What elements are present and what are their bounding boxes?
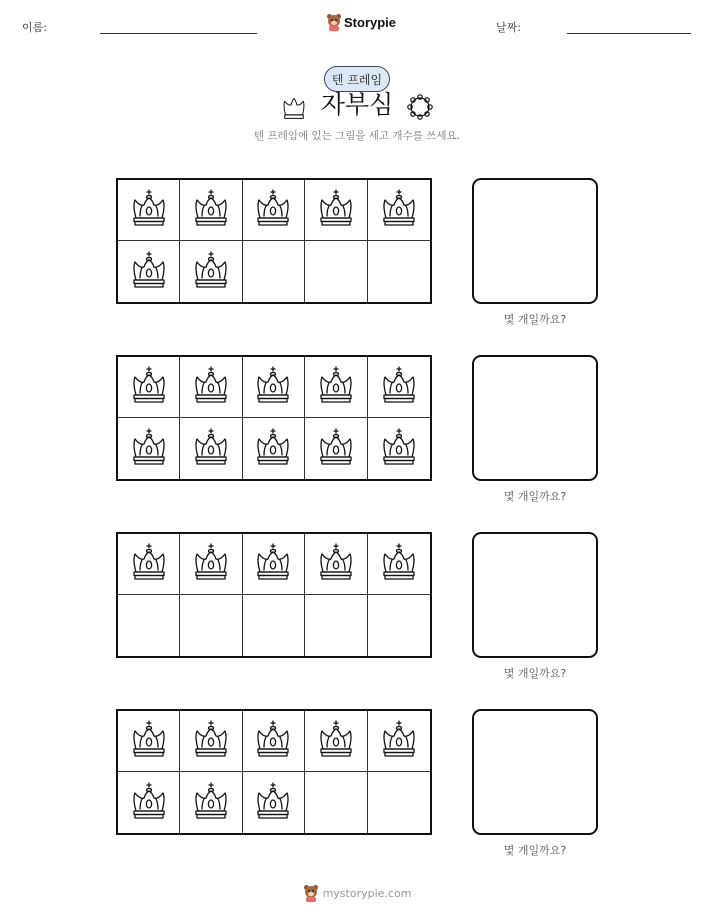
ten-frame-cell [180, 418, 242, 479]
page-title: 자부심 [320, 90, 394, 119]
ten-frame-cell [305, 357, 367, 418]
crown-icon [379, 541, 419, 587]
ten-frame-cell [243, 241, 305, 302]
crown-icon [129, 187, 169, 233]
ten-frame-cell [243, 772, 305, 833]
question-label: 몇 개일까요? [503, 844, 567, 857]
crown-icon [191, 249, 231, 295]
crown-icon [129, 364, 169, 410]
crown-icon [191, 426, 231, 472]
instruction-text: 텐 프레임에 있는 그림을 세고 개수를 쓰세요. [254, 130, 460, 142]
name-line [100, 33, 257, 34]
ten-frame-cell [118, 357, 180, 418]
question-label: 몇 개일까요? [503, 490, 567, 503]
logo-text: Storypie [344, 14, 397, 30]
ten-frame-cell [243, 180, 305, 241]
crown-icon [379, 187, 419, 233]
answer-box[interactable] [472, 355, 598, 481]
crown-icon [191, 541, 231, 587]
ten-frame-cell [368, 357, 430, 418]
ten-frame-cell [368, 772, 430, 833]
crown-icon [191, 187, 231, 233]
crown-icon [129, 541, 169, 587]
crown-icon [129, 780, 169, 826]
ten-frame-cell [305, 772, 367, 833]
footer [0, 884, 714, 902]
crown-icon [379, 718, 419, 764]
ten-frame-cell [118, 418, 180, 479]
crown-icon [191, 718, 231, 764]
crown-icon [316, 426, 356, 472]
ten-frame-cell [305, 418, 367, 479]
ten-frame-cell [368, 241, 430, 302]
ten-frame-cell [180, 241, 242, 302]
ten-frame-cell [118, 180, 180, 241]
question-label: 몇 개일까요? [503, 313, 567, 326]
ten-frame-cell [368, 534, 430, 595]
ten-frame-cell [368, 418, 430, 479]
ten-frame-cell [243, 711, 305, 772]
category-pill: 텐 프레임 [324, 66, 390, 92]
ten-frame [116, 532, 432, 658]
crown-icon [129, 249, 169, 295]
footer-link[interactable]: mystorypie.com [322, 886, 412, 900]
date-label: 날짜: [496, 21, 521, 34]
answer-box[interactable] [472, 709, 598, 835]
ten-frame-cell [368, 711, 430, 772]
crown-icon [253, 426, 293, 472]
ten-frame [116, 709, 432, 835]
crown-icon [129, 426, 169, 472]
crown-icon [316, 718, 356, 764]
ten-frame-cell [180, 180, 242, 241]
ten-frame-cell [118, 711, 180, 772]
ten-frame-cell [180, 595, 242, 656]
crown-icon [253, 187, 293, 233]
crown-icon [316, 541, 356, 587]
crown-icon [253, 718, 293, 764]
ten-frame-cell [243, 534, 305, 595]
ten-frame-cell [180, 357, 242, 418]
crown-icon [191, 364, 231, 410]
ten-frame [116, 178, 432, 304]
crown-icon [253, 364, 293, 410]
wreath-decoration-icon [405, 92, 435, 122]
ten-frame-cell [305, 241, 367, 302]
bear-logo-icon [326, 13, 342, 31]
ten-frame-cell [243, 595, 305, 656]
ten-frame-cell [368, 595, 430, 656]
crown-icon [379, 426, 419, 472]
ten-frame-cell [180, 711, 242, 772]
ten-frame-cell [118, 595, 180, 656]
bear-footer-icon [303, 884, 319, 902]
ten-frame [116, 355, 432, 481]
ten-frame-cell [305, 534, 367, 595]
ten-frame-cell [305, 595, 367, 656]
crown-icon [379, 364, 419, 410]
ten-frame-cell [243, 418, 305, 479]
ten-frame-cell [118, 241, 180, 302]
answer-box[interactable] [472, 178, 598, 304]
ten-frame-cell [118, 534, 180, 595]
ten-frame-cell [368, 180, 430, 241]
ten-frame-cell [243, 357, 305, 418]
answer-box[interactable] [472, 532, 598, 658]
crown-icon [316, 187, 356, 233]
question-label: 몇 개일까요? [503, 667, 567, 680]
crown-icon [316, 364, 356, 410]
ten-frame-cell [305, 180, 367, 241]
storypie-logo [326, 13, 396, 31]
crown-icon [253, 780, 293, 826]
name-label: 이름: [22, 21, 47, 34]
ten-frame-cell [180, 534, 242, 595]
crown-icon [253, 541, 293, 587]
ten-frame-cell [118, 772, 180, 833]
crown-icon [191, 780, 231, 826]
ten-frame-cell [180, 772, 242, 833]
crown-icon [129, 718, 169, 764]
ten-frame-cell [305, 711, 367, 772]
date-line [567, 33, 691, 34]
